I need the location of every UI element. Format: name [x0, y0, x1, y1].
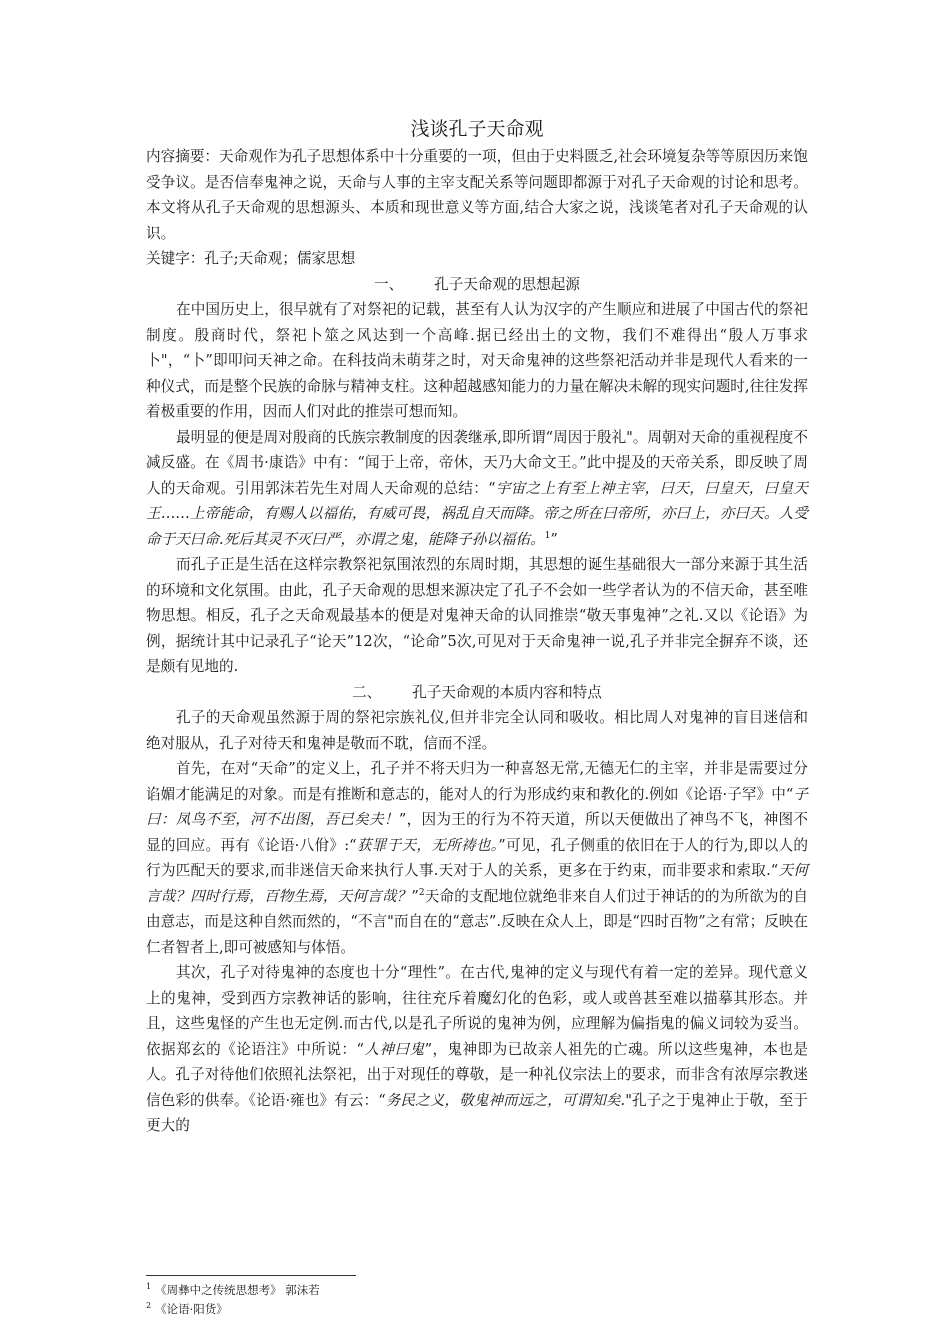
- text-run: ”: [411, 887, 419, 905]
- footnotes: [146, 1275, 808, 1317]
- text-run: ”: [550, 530, 558, 548]
- quote-text: 天何言哉？四时行焉，百物生焉，天何言哉？: [146, 862, 808, 905]
- quote-text: 子曰：凤鸟不至，河不出图，吾已矣夫！: [146, 785, 808, 828]
- footnote-number: 2: [146, 1300, 152, 1310]
- text-run: ”，因为王的行为不符天道，所以天便做出了神鸟不飞，神图不显的回应。再有《论语·八佾》:“: [146, 811, 808, 854]
- text-run: 其次，孔子对待鬼神的态度也十分“理性”。在古代,鬼神的定义与现代有着一定的差异。现代意义上的鬼神，受到西方宗教神话的影响，往往充斥着魔幻化的色彩，或人或兽甚至难以描摹其形态。并且，这些鬼怪的产生也无定例.而古代,以是孔子所说的鬼神为例，应理解为偏指鬼的偏义词较为妥当。依据郑玄的《论语注》中所说：“: [146, 964, 808, 1058]
- paragraph: [146, 756, 808, 960]
- abstract: 内容摘要：天命观作为孔子思想体系中十分重要的一项，但由于史料匮乏,社会环境复杂等等原因历来饱受争议。是否信奉鬼神之说，天命与人事的主宰支配关系等问题即都源于对孔子天命观的讨论和思考。本文将从孔子天命观的思想源头、本质和现世意义等方面,结合大家之说，浅谈笔者对孔子天命观的认识。: [146, 148, 808, 242]
- footnote-number: 1: [146, 1282, 152, 1291]
- text-run: "孔子之于鬼神止于敬，至于更大的: [146, 1091, 808, 1134]
- quote-text: 务民之义，敬鬼神而远之，可谓知矣.: [385, 1091, 626, 1109]
- document-page: [146, 116, 808, 1139]
- section-number: 一、: [374, 275, 404, 293]
- paragraph: [146, 960, 808, 1139]
- paragraph: 而孔子正是生活在这样宗教祭祀氛围浓烈的东周时期，其思想的诞生基础很大一部分来源于其生活的环境和文化氛围。由此，孔子天命观的思想来源决定了孔子不会如一些学者认为的不信天命，甚至唯物思想。相反，孔子之天命观最基本的便是对鬼神天命的认同推崇“敬天事鬼神”之礼.又以《论语》为例，据统计其中记录孔子“论天”12次，“论命”5次,可见对于天命鬼神一说,孔子并非完全摒弃不谈，还是颇有见地的.: [146, 556, 808, 675]
- footnote-divider: [146, 1275, 356, 1276]
- section-number: 二、: [352, 683, 382, 701]
- section-title: 孔子天命观的本质内容和特点: [412, 683, 602, 701]
- section-heading-2: [146, 680, 808, 706]
- quote-text: 人神曰鬼: [363, 1040, 425, 1058]
- paragraph: 孔子的天命观虽然源于周的祭祀宗族礼仪,但并非完全认同和吸收。相比周人对鬼神的盲目迷信和绝对服从，孔子对待天和鬼神是敬而不耽，信而不淫。: [146, 709, 808, 752]
- footnote-text: 《论语·阳货》: [155, 1301, 228, 1316]
- page-title: 浅谈孔子天命观: [410, 118, 544, 140]
- section-heading-1: [146, 272, 808, 298]
- section-title: 孔子天命观的思想起源: [434, 275, 580, 293]
- footnote-text: 《周彝中之传统思想考》 郭沫若: [155, 1282, 320, 1297]
- text-run: ”，鬼神即为已故亲人祖先的亡魂。所以这些鬼神，本也是人。孔子对待他们依照礼法祭祀，出于对现任的尊敬，是一种礼仪宗法上的要求，而非含有浓厚宗教迷信色彩的供奉。《论语·雍也》有云：“: [146, 1040, 808, 1109]
- text-run: 最明显的便是周对殷商的氏族宗教制度的因袭继承,即所谓“周因于殷礼"。周朝对天命的重视程度不减反盛。在《周书·康诰》中有：“闻于上帝，帝休，天乃大命文王。”此中提及的天帝关系，即反映了周人的天命观。引用郭沫若先生对周人天命观的总结：“: [146, 428, 808, 497]
- text-run: ”可见，孔子侧重的依旧在于人的行为,即以人的行为匹配天的要求,而非迷信天命来执行人事.天对于人的关系，更多在于约束，而非要求和索取.“: [146, 836, 809, 879]
- keywords: 关键字：孔子;天命观；儒家思想: [146, 250, 356, 267]
- footnote-item: [146, 1279, 808, 1298]
- paragraph: [146, 425, 808, 553]
- paragraph: 在中国历史上，很早就有了对祭祀的记载，甚至有人认为汉字的产生顺应和进展了中国古代的祭祀制度。殷商时代，祭祀卜筮之风达到一个高峰.据已经出土的文物，我们不难得出“殷人万事求卜"，“卜”即叩问天神之命。在科技尚未萌芽之时，对天命鬼神的这些祭祀活动并非是现代人看来的一种仪式，而是整个民族的命脉与精神支柱。这种超越感知能力的力量在解决未解的现实问题时,往往发挥着极重要的作用，因而人们对此的推崇可想而知。: [146, 301, 808, 420]
- quote-text: 获罪于天，无所祷也。: [356, 836, 499, 854]
- footnote-ref[interactable]: 2: [418, 887, 425, 898]
- footnote-ref[interactable]: 1: [544, 530, 551, 541]
- quote-text: 宇宙之上有至上神主宰，曰天，曰皇天，曰皇天王……上帝能命，有赐人以福佑，有威可畏，祸乱自天而降。帝之所在曰帝所，亦曰上，亦曰天。人受命于天曰命.死后其灵不灭曰严，亦谓之鬼，能降子孙以福佑。: [146, 479, 808, 548]
- footnote-item: [146, 1298, 808, 1317]
- text-run: 天命的支配地位就绝非来自人们过于神话的的为所欲为的自由意志，而是这种自然而然的，“不言"而自在的“意志”.反映在众人上，即是“四时百物”之有常；反映在仁者智者上,即可被感知与体悟。: [146, 887, 808, 956]
- text-run: 首先，在对“天命”的定义上，孔子并不将天归为一种喜怒无常,无德无仁的主宰，并非是需要过分谄媚才能满足的对象。而是有推断和意志的，能对人的行为形成约束和教化的.例如《论语·子罕》中“: [146, 760, 808, 803]
